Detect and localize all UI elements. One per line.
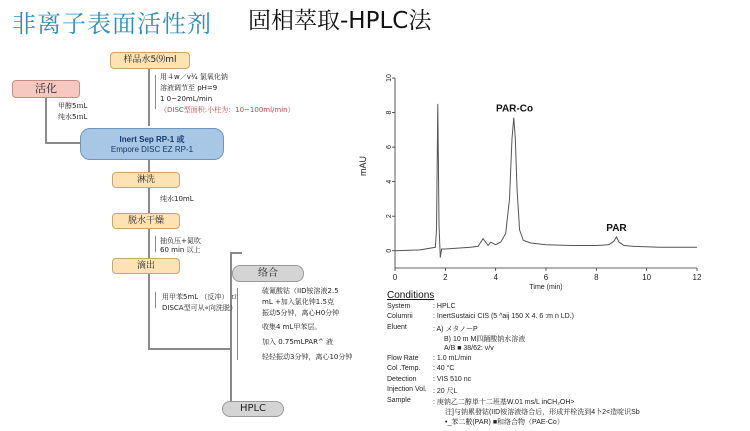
main-flow-line bbox=[148, 66, 150, 126]
complex-note-4: 收集4 mL甲苯层。 bbox=[262, 323, 322, 331]
y-tick-label: 2 bbox=[386, 214, 393, 219]
condition-label: Columrii bbox=[387, 313, 413, 321]
y-axis-label: mAU bbox=[358, 156, 368, 176]
sample-box: 样品水5⑼ml bbox=[110, 52, 190, 69]
left-title: 非离子表面活性剂 bbox=[12, 10, 212, 38]
cartridge-line-1: Inert Sep RP-1 或 bbox=[119, 135, 185, 144]
condition-value: B) 10 m M四踊酸钠水溶液 bbox=[444, 336, 526, 344]
peak-label: PAR-Co bbox=[496, 103, 534, 115]
x-tick-label: 6 bbox=[543, 273, 549, 282]
elute-notes-bracket bbox=[155, 292, 156, 308]
x-tick-label: 12 bbox=[692, 273, 702, 282]
complex-note-2: mL +加入氯化钟1.5克 bbox=[262, 298, 334, 306]
condition-label: Flow Rate bbox=[387, 355, 419, 362]
complex-note-6: 轻轻振动3分钟，离心10分钟 bbox=[262, 353, 353, 361]
condition-value: : InertSustaici CIS (5 ^aij 150 X 4. 6 :m n LD.) bbox=[433, 313, 575, 321]
cartridge-line-2: Empore DISC EZ RP-1 bbox=[110, 145, 194, 154]
condition-value: : HPLC bbox=[433, 303, 456, 310]
condition-value: A/B ■ 38/62: v/v bbox=[444, 344, 494, 352]
condition-value: : VIS 510 nc bbox=[433, 375, 472, 383]
condition-label: Sample bbox=[387, 396, 411, 404]
sample-note-3: 1 0~20mL/min bbox=[160, 95, 213, 103]
right-title bbox=[248, 2, 431, 35]
condition-label: Eluent bbox=[387, 323, 407, 331]
condition-value: •_苯二數(PAR) ■和络合物（PAE-Co） bbox=[445, 419, 564, 427]
complex-top-line bbox=[230, 252, 242, 254]
activate-note-1: 甲醇5ｍL bbox=[58, 102, 88, 110]
dry-note-1: 抽负压+氮吹 bbox=[160, 237, 201, 245]
condition-value: : 40 °C bbox=[433, 365, 455, 373]
complex-note-5: 加入 0.75mLPAR^ 液 bbox=[262, 338, 334, 346]
sample-note-1: 用４w／v¾ 氯氧化钠 bbox=[160, 73, 228, 81]
activate-box: 活化 bbox=[12, 80, 80, 98]
condition-value: : 庚钠乙二醇単十二班基W.01 ms/L inCH₂OH> bbox=[433, 398, 575, 406]
right-title-suffix: -HPLC法 bbox=[340, 8, 432, 34]
elute-note-2: DISCA型可从«向洗脱） bbox=[162, 304, 237, 312]
y-tick-label: 8 bbox=[386, 110, 393, 115]
x-tick-label: 4 bbox=[493, 273, 498, 282]
activate-note-2: 纯水5ｍL bbox=[58, 113, 88, 121]
right-title-cjk: 固相萃取 bbox=[248, 8, 340, 34]
x-tick-label: 8 bbox=[594, 273, 599, 282]
x-tick-label: 2 bbox=[443, 273, 448, 282]
y-tick-label: 0 bbox=[386, 248, 393, 253]
condition-value: : 20 尺L bbox=[433, 388, 458, 396]
chromatogram-trace bbox=[395, 104, 697, 258]
elute-note-1: 用甲苯5mL （反冲） ロ bbox=[162, 293, 238, 301]
complex-note-1: 硫氰酸钴（IID铵溶液2.5 bbox=[262, 287, 339, 295]
condition-value: : 1.0 mL/min bbox=[433, 355, 472, 362]
elute-flow-line bbox=[148, 268, 150, 348]
sample-note-2: 溶液调节至 pH=9 bbox=[160, 84, 218, 92]
sample-notes-bracket bbox=[155, 75, 156, 109]
peak-label: PAR bbox=[606, 222, 627, 234]
condition-label: Col .Temp. bbox=[387, 365, 421, 373]
wash-box: 淋洗 bbox=[112, 172, 180, 188]
y-tick-label: 10 bbox=[386, 74, 393, 82]
x-axis-label: Time (min) bbox=[529, 284, 563, 291]
elute-to-complex-line bbox=[148, 348, 230, 350]
complex-box: 络合 bbox=[232, 265, 304, 282]
dry-notes-bracket bbox=[155, 236, 156, 252]
dry-box: 脱水干燥 bbox=[112, 213, 180, 229]
condition-label: System bbox=[387, 303, 411, 310]
y-tick-label: 6 bbox=[386, 145, 393, 150]
activate-drop-line bbox=[45, 95, 47, 143]
cartridge-box bbox=[80, 128, 224, 160]
x-tick-label: 10 bbox=[642, 273, 652, 282]
y-tick-label: 4 bbox=[386, 179, 393, 184]
condition-label: Detection bbox=[387, 375, 417, 383]
sample-note-red: （DISC型面积:小柱为：10~100ml/min） bbox=[160, 106, 295, 114]
complex-note-3: 振动5分钟，离心H0分钟 bbox=[262, 309, 340, 317]
conditions-heading: Conditions bbox=[387, 290, 435, 301]
activate-to-cartridge-line bbox=[45, 142, 80, 144]
wash-note: 纯水10mL bbox=[160, 195, 194, 203]
condition-value: 注]与钠累發钴(IID铵溶液络合后，形成并栓洗到4卜2<造啶识Sb bbox=[445, 409, 640, 416]
x-tick-label: 0 bbox=[392, 273, 398, 282]
condition-value: : A) メタノーP bbox=[433, 325, 478, 333]
elute-box: 滴出 bbox=[112, 258, 180, 274]
dry-note-2: 60 min 以上 bbox=[160, 246, 201, 254]
condition-label: Injection Vol. bbox=[387, 386, 427, 394]
hplc-box: HPLC bbox=[222, 401, 284, 417]
